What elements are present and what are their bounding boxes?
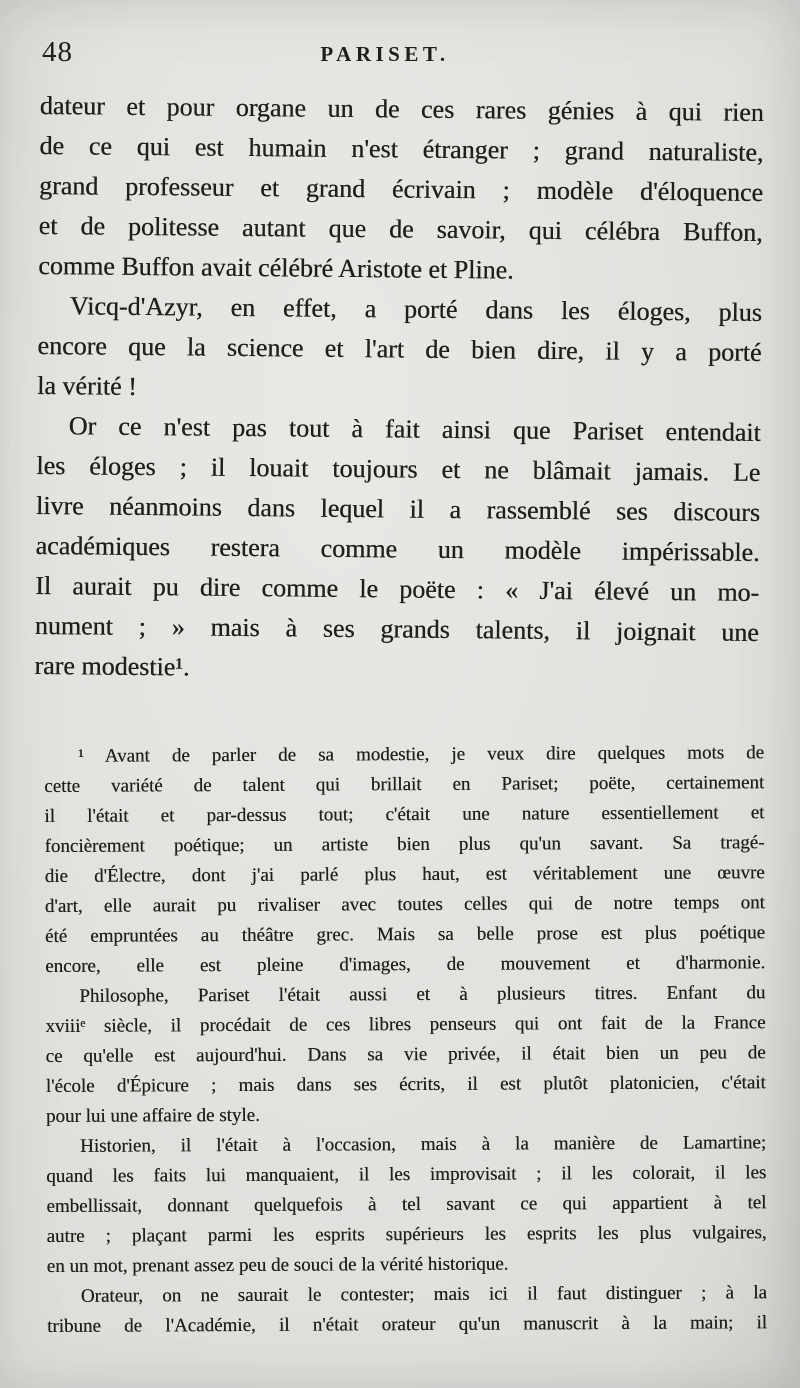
paragraph (47, 1278, 767, 1342)
text-line: il l'était et par-dessus tout; c'était une nature essentiellement et (44, 802, 765, 827)
text-line: dateur et pour organe un de ces rares génies à qui rien (39, 90, 764, 127)
text-line: ¹ Avant de parler de sa modestie, je veux dire quelques mots de (78, 742, 765, 767)
text-line: ce qu'elle est aujourd'hui. Dans sa vie privée, il était bien un peu de (45, 1042, 766, 1067)
text-line: comme Buffon avait célébré Aristote et Pline. (38, 250, 514, 285)
text-line: xviiiᵉ siècle, il procédait de ces libres penseurs qui ont fait de la France (45, 1012, 766, 1037)
text-line: tribune de l'Académie, il n'était orateur qu'un manuscrit à la main; il (47, 1312, 768, 1337)
text-line: la vérité ! (36, 370, 137, 401)
text-line: encore, elle est pleine d'images, de mouvement et d'harmonie. (45, 952, 766, 977)
page-header (0, 34, 800, 74)
text-line: rare modestie¹. (34, 650, 190, 682)
text-line: Vicq-d'Azyr, en effet, a porté dans les éloges, plus (69, 291, 762, 327)
main-text-block (34, 86, 764, 693)
text-line: l'école d'Épicure ; mais dans ses écrits, il est plutôt platonicien, c'était (45, 1072, 766, 1097)
text-line: cette variété de talent qui brillait en Pariset; poëte, certainement (44, 772, 765, 797)
text-line: Or ce n'est pas tout à fait ainsi que Pariset entendait (68, 411, 761, 447)
text-line: livre néanmoins dans lequel il a rassemblé ses discours (35, 490, 761, 527)
text-line: encore que la science et l'art de bien dire, il y a porté (37, 330, 762, 367)
footnote-block (44, 738, 767, 1342)
text-line: Philosophe, Pariset l'était aussi et à plusieurs titres. Enfant du (79, 982, 766, 1007)
paragraph (45, 978, 766, 1132)
page-number: 48 (42, 36, 73, 68)
text-line: quand les faits lui manquaient, il les improvisait ; il les colorait, il les (46, 1162, 767, 1187)
text-line: Orateur, on ne saurait le contester; mais ici il faut distinguer ; à la (80, 1282, 767, 1307)
text-line: die d'Électre, dont j'ai parlé plus haut, est véritablement une œuvre (44, 862, 765, 887)
text-line: autre ; plaçant parmi les esprits supérieurs les esprits les plus vulgaires, (46, 1222, 767, 1247)
text-line: les éloges ; il louait toujours et ne blâmait jamais. Le (36, 450, 761, 487)
text-line: pour lui une affaire de style. (45, 1104, 260, 1127)
text-line: d'art, elle aurait pu rivaliser avec toutes celles qui de notre temps ont (44, 892, 765, 917)
text-line: foncièrement poétique; un artiste bien plus qu'un savant. Sa tragé- (44, 832, 765, 857)
text-line: Il aurait pu dire comme le poëte : « J'ai élevé un mo- (35, 570, 760, 607)
running-title: PARISET. (320, 42, 450, 66)
paragraph (46, 1128, 767, 1282)
paragraph (37, 286, 762, 413)
paragraph (34, 406, 761, 693)
text-line: et de politesse autant que de savoir, qui célébra Buffon, (38, 210, 763, 247)
paragraph (38, 86, 764, 293)
text-line: de ce qui est humain n'est étranger ; grand naturaliste, (39, 130, 764, 167)
text-line: embellissait, donnant quelquefois à tel savant ce qui appartient à tel (46, 1192, 767, 1217)
text-line: Historien, il l'était à l'occasion, mais à la manière de Lamartine; (80, 1132, 767, 1157)
text-line: été empruntées au théâtre grec. Mais sa belle prose est plus poétique (44, 922, 766, 947)
paragraph (44, 738, 765, 982)
text-line: académiques restera comme un modèle impérissable. (35, 530, 760, 567)
text-line: en un mot, prenant assez peu de souci de la vérité historique. (46, 1253, 509, 1277)
text-line: nument ; » mais à ses grands talents, il joignait une (34, 610, 759, 647)
text-line: grand professeur et grand écrivain ; modèle d'éloquence (38, 170, 764, 207)
